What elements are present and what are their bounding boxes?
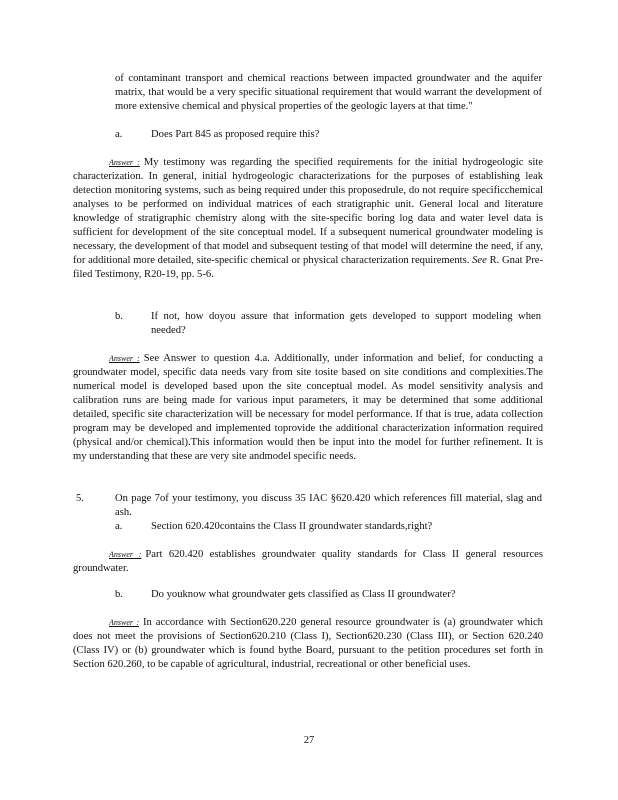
question-4a [115, 128, 319, 142]
answer-2 [73, 352, 543, 464]
question-5b [115, 588, 456, 602]
question-label: a. [115, 129, 123, 140]
question-5 [76, 492, 542, 520]
answer-3 [73, 548, 543, 576]
question-4b [115, 310, 542, 338]
question-label: b. [115, 311, 123, 322]
question-text: Section 620.420contains the Class II groundwater standards,right? [151, 521, 433, 532]
page-number: 27 [303, 735, 315, 746]
question-number: 5. [76, 493, 84, 504]
answer-label: Answer : [109, 354, 140, 363]
question-5a [115, 520, 432, 534]
question-text: Do youknow what groundwater gets classified as Class II groundwater? [151, 589, 456, 600]
answer-text: See Answer to question 4.a. Additionally, under information and belief, for conducting a groundwater model, specific data needs vary from site tosite based on site conditions and complexities.The numerical model is developed based upon the site conceptual model. As model sensitivity analysis and calibration runs are being made for various input parameters, it may be determined that some additional detailed, specific site characterization will be necessary for model performance. If that is true, adata collection program may be developed and implemented toprovide the additional characterization information required (physical and/or chemical).This information would then be input into the model for further refinement. It is my understanding that these are very site andmodel specific needs. [73, 353, 543, 462]
answer-label: Answer : [109, 158, 140, 167]
answer-text: In accordance with Section620.220 general resource groundwater is (a) groundwater which does not meet the provisions of Section620.210 (Class I), Section620.230 (Class III), or Section 620.240 (Class IV) or (b) groundwater which is found bythe Board, pursuant to the petition procedures set forth in Section 620.260, to be capable of agricultural, industrial, recreational or other beneficial uses. [73, 617, 543, 670]
citation: R. Gnat Pre-filed Testimony, R20-19, pp. 5-6. [73, 255, 543, 280]
question-label: a. [115, 521, 123, 532]
intro-quote: of contaminant transport and chemical reactions between impacted groundwater and the aquifer matrix, that would be a very specific situational requirement that would warrant the development of more extensive chemical and physical properties of the geologic layers at that time." [115, 73, 542, 112]
answer-1 [73, 156, 543, 282]
see-signal: See [472, 255, 487, 266]
answer-label: Answer : [109, 550, 142, 559]
question-text: On page 7of your testimony, you discuss 35 IAC §620.420 which references fill material, slag and ash. [115, 493, 542, 518]
question-label: b. [115, 589, 123, 600]
answer-text: Part 620.420 establishes groundwater quality standards for Class II general resources groundwater. [73, 549, 543, 574]
question-text: Does Part 845 as proposed require this? [151, 129, 320, 140]
answer-label: Answer : [109, 618, 139, 627]
answer-4 [73, 616, 543, 672]
question-text: If not, how doyou assure that information gets developed to support modeling when needed? [151, 311, 541, 336]
answer-text: My testimony was regarding the specified requirements for the initial hydrogeologic site characterization. In general, initial hydrogeologic characterizations for the purposes of establishing leak detection monitoring systems, such as being required under this proposedrule, do not require specificchemical analyses to be performed on individual matrices of each stratigraphic unit. General local and literature knowledge of stratigraphic chemistry along with the site-specific boring log data and water level data is sufficient for development of the site conceptual model. If a subsequent numerical groundwater modeling is necessary, the development of that model and subsequent testing of that model will determine the need, if any, for additional more detailed, site-specific chemical or physical characterization requirements. [73, 157, 543, 266]
